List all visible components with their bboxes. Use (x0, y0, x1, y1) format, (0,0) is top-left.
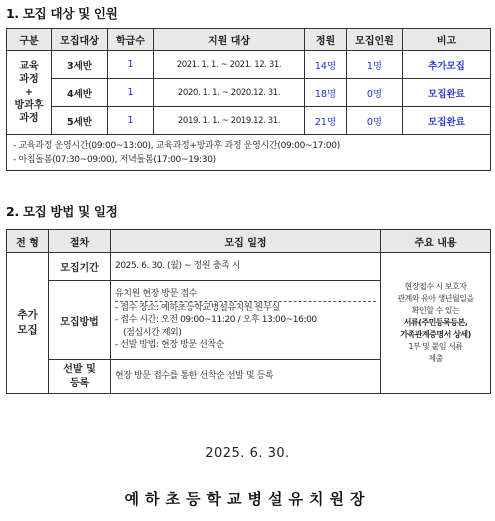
header-recruit-count: 모집인원 (347, 29, 403, 51)
header-type: 전 형 (7, 230, 49, 253)
row-classes: 1 (108, 107, 154, 135)
row-classes: 1 (108, 51, 154, 79)
period-label: 모집기간 (49, 253, 111, 281)
recruit-schedule-table (6, 229, 491, 394)
row-remark: 모집완료 (403, 79, 491, 107)
type-label: 추가 모집 (7, 253, 49, 394)
row-recruit: 0명 (347, 79, 403, 107)
header-target: 모집대상 (52, 29, 108, 51)
row-capacity: 21명 (305, 107, 347, 135)
row-target: 5세반 (52, 107, 108, 135)
method-detail: 유치원 현장 방문 접수 - 접수 장소: 예하초등학교병설유치원 원무실 - 접수 시간: 오전 09:00~11:20 / 오후 13:00~16:00 (점심시간 제외) - 선발 방법: 현장 방문 선착순 (111, 281, 381, 360)
organization-name: 예하초등학교병설유치원장 (124, 490, 371, 508)
header-main-content: 주요 내용 (381, 230, 491, 253)
row-remark: 추가모집 (403, 51, 491, 79)
row-capacity: 14명 (305, 51, 347, 79)
row-range: 2021. 1. 1. ~ 2021. 12. 31. (154, 51, 305, 79)
period-value: 2025. 6. 30. (월) ~ 정원 충족 시 (111, 253, 381, 281)
section2-title: 2. 모집 방법 및 일정 (6, 204, 118, 219)
row-range: 2020. 1. 1. ~ 2020.12. 31. (154, 79, 305, 107)
operating-hours-note: - 교육과정 운영시간(09:00~13:00), 교육과정+방과후 과정 운영시간(09:00~17:00) - 아침돌봄(07:30~09:00), 저녁돌봄(17:00~19:30) (7, 135, 491, 171)
selection-value: 현장 방문 접수를 통한 선착순 선발 및 등록 (111, 360, 381, 394)
header-category: 구분 (7, 29, 52, 51)
row-classes: 1 (108, 79, 154, 107)
row-remark: 모집완료 (403, 107, 491, 135)
row-recruit: 0명 (347, 107, 403, 135)
row-target: 3세반 (52, 51, 108, 79)
header-capacity: 정원 (305, 29, 347, 51)
document-date: 2025. 6. 30. (205, 446, 290, 461)
method-label: 모집방법 (49, 281, 111, 360)
selection-label: 선발 및 등록 (49, 360, 111, 394)
header-classes: 학급수 (108, 29, 154, 51)
section1-title: 1. 모집 대상 및 인원 (6, 6, 118, 21)
row-target: 4세반 (52, 79, 108, 107)
group-label: 교육 과정 + 방과후 과정 (7, 51, 52, 135)
main-content: 현장접수 시 보호자 관계와 유아 생년월일을 확인할 수 있는 서류(주민등록등본, 가족관계증명서 상세) 1부 및 붙임 서류 제출 (381, 253, 491, 394)
row-range: 2019. 1. 1. ~ 2019.12. 31. (154, 107, 305, 135)
header-eligibility: 지원 대상 (154, 29, 305, 51)
header-remark: 비고 (403, 29, 491, 51)
recruit-target-table (6, 28, 491, 171)
header-procedure: 절차 (49, 230, 111, 253)
header-schedule: 모집 일정 (111, 230, 381, 253)
row-capacity: 18명 (305, 79, 347, 107)
row-recruit: 1명 (347, 51, 403, 79)
